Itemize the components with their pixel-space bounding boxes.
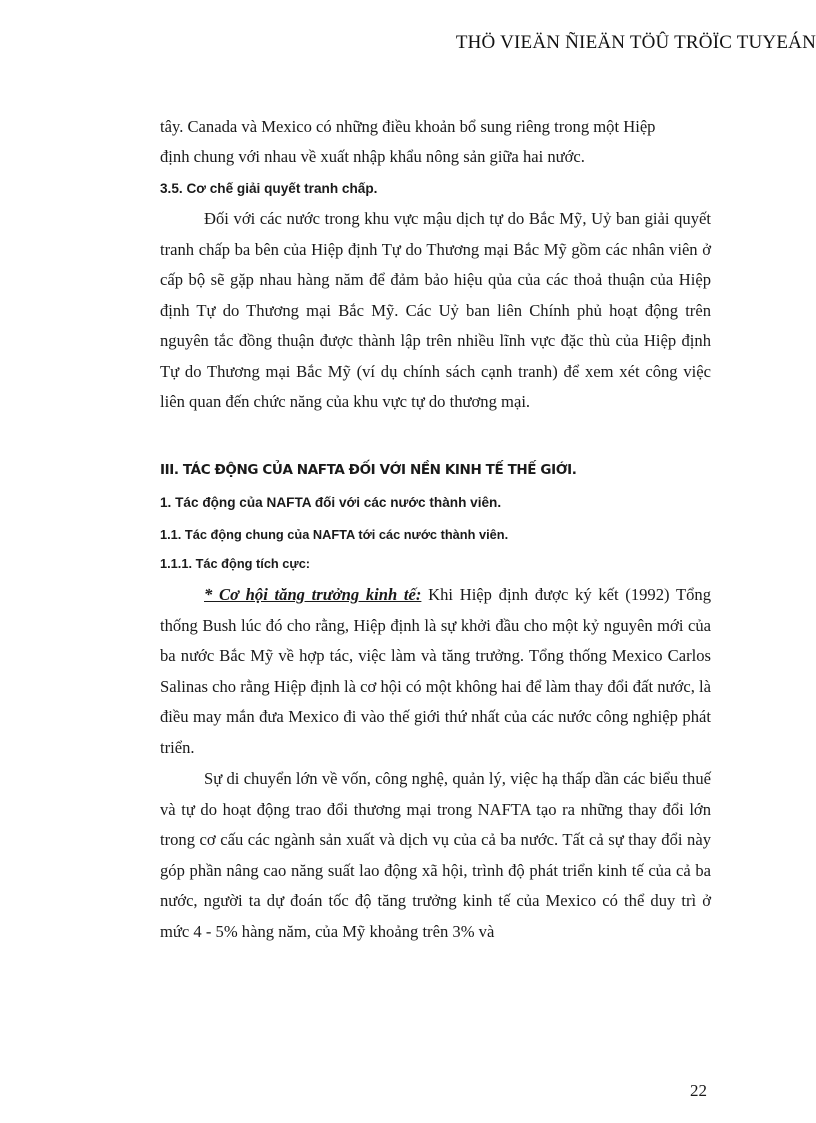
growth-opportunity-label: * Cơ hội tăng trưởng kinh tế: — [204, 585, 422, 604]
heading-1: 1. Tác động của NAFTA đối với các nước thành viên. — [160, 495, 502, 510]
heading-3-5: 3.5. Cơ chế giải quyết tranh chấp. — [160, 181, 378, 196]
paragraph-continuation-line2: định chung với nhau về xuất nhập khẩu nông sản giữa hai nước. — [160, 147, 585, 166]
heading-1-1: 1.1. Tác động chung của NAFTA tới các nước thành viên. — [160, 527, 509, 542]
paragraph-dispute-settlement: Đối với các nước trong khu vực mậu dịch tự do Bắc Mỹ, Uỷ ban giải quyết tranh chấp ba bên của Hiệp định Tự do Thương mại Bắc Mỹ gồm các nhân viên ở cấp bộ sẽ gặp nhau hàng năm để đảm bảo hiệu qủa của các thoả thuận của Hiệp định Tự do Thương mại Bắc Mỹ. Các Uỷ ban liên Chính phủ hoạt động trên nguyên tắc đồng thuận được thành lập trên nhiều lĩnh vực đặc thù của Hiệp định Tự do Thương mại Bắc Mỹ (ví dụ chính sách cạnh tranh) để xem xét công việc liên quan đến chức năng của khu vực tự do thương mại. — [160, 209, 711, 411]
paragraph-capital-movement: Sự di chuyển lớn về vốn, công nghệ, quản lý, việc hạ thấp dần các biểu thuế và tự do hoạt động trao đổi thương mại trong NAFTA tạo ra những thay đổi lớn trong cơ cấu các ngành sản xuất và dịch vụ của cả ba nước. Tất cả sự thay đổi này góp phần nâng cao năng suất lao động xã hội, trình độ phát triển kinh tế của cả ba nước, người ta dự đoán tốc độ tăng trưởng kinh tế của Mexico có thể duy trì ở mức 4 - 5% hàng năm, của Mỹ khoảng trên 3% và — [160, 769, 711, 941]
paragraph-growth-opportunity — [160, 580, 711, 763]
heading-section-III: III. TÁC ĐỘNG CỦA NAFTA ĐỐI VỚI NỀN KINH TẾ THẾ GIỚI. — [160, 462, 577, 478]
heading-1-1-1: 1.1.1. Tác động tích cực: — [160, 556, 311, 571]
running-header: THÖ VIEÄN ÑIEÄN TÖÛ TRÖÏC TUYEÁN — [455, 32, 816, 53]
growth-opportunity-text: Khi Hiệp định được ký kết (1992) Tổng thống Bush lúc đó cho rằng, Hiệp định là sự khởi đầu cho một kỷ nguyên mới của ba nước Bắc Mỹ về hợp tác, việc làm và tăng trưởng. Tổng thống Mexico Carlos Salinas cho rằng Hiệp định là cơ hội có một không hai để làm thay đổi đất nước, là điều may mắn đưa Mexico đi vào thế giới thứ nhất của các nước công nghiệp phát triển. — [160, 585, 711, 757]
paragraph-continuation-line1: tây. Canada và Mexico có những điều khoản bổ sung riêng trong một Hiệp — [160, 117, 656, 136]
page-number: 22 — [690, 1081, 707, 1100]
